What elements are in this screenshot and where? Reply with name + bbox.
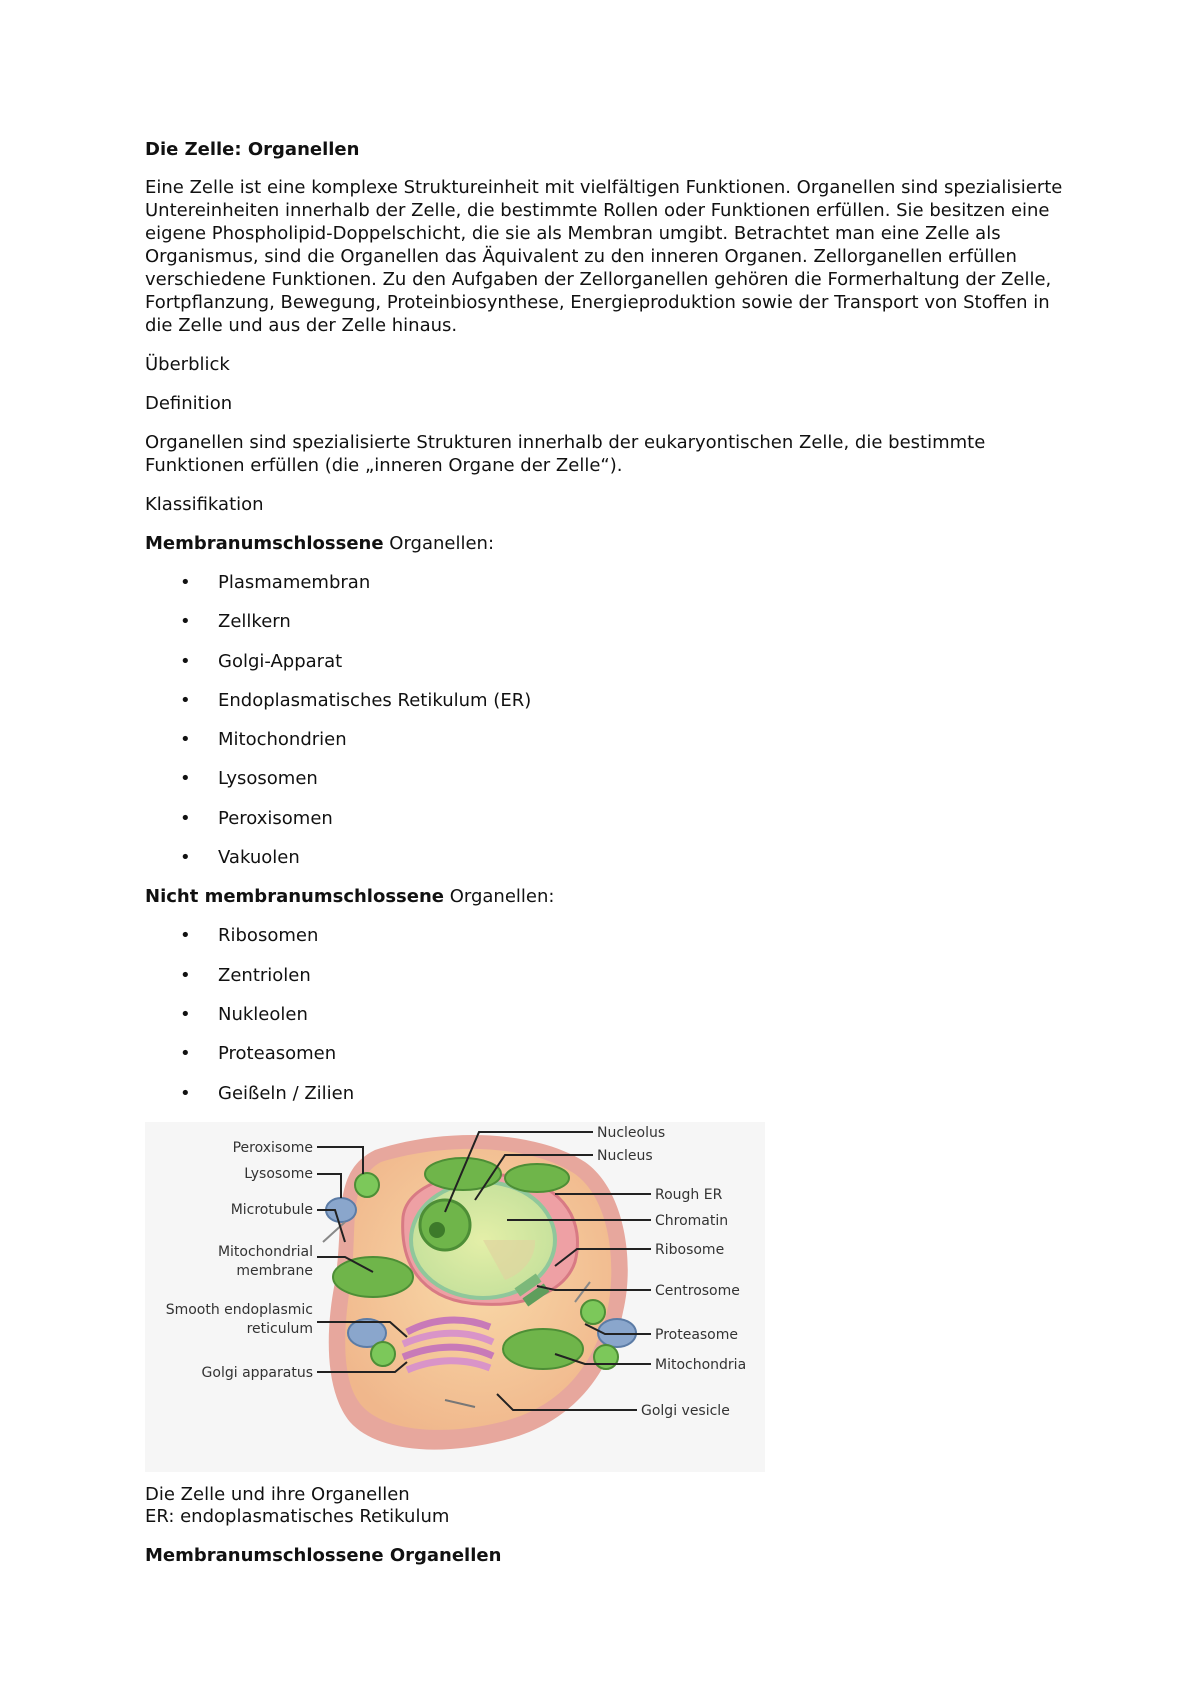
list-item-label: Geißeln / Zilien: [218, 1082, 355, 1104]
list-item: [145, 924, 1075, 963]
list-item-label: Proteasomen: [218, 1043, 337, 1065]
mitochondrion-top-right: [505, 1164, 569, 1192]
bullet: •: [180, 1043, 191, 1065]
bullet: •: [180, 768, 191, 790]
document-title: Die Zelle: Organellen: [145, 139, 360, 160]
list-item-label: Vakuolen: [218, 847, 300, 869]
definition-text: Organellen sind spezialisierte Strukturen innerhalb der eukaryontischen Zelle, die bestimmte Funktionen erfüllen (die „inneren Organe der Zelle“).: [145, 432, 986, 476]
nonmembrane-organelle-list: [145, 924, 1075, 1120]
label-golgi-apparatus: Golgi apparatus: [201, 1364, 313, 1381]
bullet: •: [180, 572, 191, 593]
list-item: [145, 1042, 1075, 1081]
list-item-label: Mitochondrien: [218, 729, 347, 751]
label-smooth-er-1: Smooth endoplasmic: [165, 1301, 313, 1318]
list-item-label: Plasmamembran: [218, 572, 371, 593]
definition-heading: Definition: [145, 393, 233, 414]
list-item-label: Endoplasmatisches Retikulum (ER): [218, 689, 532, 711]
cell-diagram-svg: [145, 1122, 765, 1472]
classification-heading: Klassifikation: [145, 494, 264, 515]
label-proteasome: Proteasome: [655, 1326, 739, 1343]
bullet: •: [180, 650, 191, 672]
caption-line-1: Die Zelle und ihre Organellen: [145, 1483, 410, 1505]
label-mitochondria: Mitochondria: [655, 1356, 747, 1373]
bullet: •: [180, 729, 191, 751]
caption-line-2: ER: endoplasmatisches Retikulum: [145, 1505, 450, 1527]
bullet: •: [180, 847, 191, 869]
vesicle-bottom-right: [594, 1345, 618, 1369]
membrane-rest: Organellen:: [383, 533, 495, 554]
membrane-organelle-list: [145, 571, 1075, 885]
figure-caption: [145, 1484, 1075, 1528]
mitochondrion-top-left: [425, 1158, 501, 1190]
vesicle-right: [581, 1300, 605, 1324]
list-item-label: Ribosomen: [218, 925, 319, 947]
nonmembrane-organelles-heading: [145, 885, 1075, 924]
bullet: •: [180, 1082, 191, 1104]
label-mitochondrial-membrane-1: Mitochondrial: [217, 1243, 313, 1260]
label-peroxisome: Peroxisome: [232, 1139, 313, 1156]
intro-paragraph: Eine Zelle ist eine komplexe Struktureinheit mit vielfältigen Funktionen. Organellen sind spezialisierte Untereinheiten innerhalb der Zelle, die bestimmte Rollen oder Funktionen erfüllen. Sie besitzen eine eigene Phospholipid-Doppelschicht, die sie als Membran umgibt. Betrachtet man eine Zelle als Organismus, sind die Organellen das Äquivalent zu den inneren Organen. Zellorganellen erfüllen verschiedene Funktionen. Zu den Aufgaben der Zellorganellen gehören die Formerhaltung der Zelle, Fortpflanzung, Bewegung, Proteinbiosynthese, Energieproduktion sowie der Transport von Stoffen in die Zelle und aus der Zelle hinaus.: [145, 177, 1063, 336]
label-smooth-er-2: reticulum: [246, 1320, 313, 1337]
nucleolus-shape: [420, 1200, 470, 1250]
list-item-label: Zellkern: [218, 611, 291, 633]
bullet: •: [180, 1003, 191, 1025]
label-chromatin: Chromatin: [655, 1212, 729, 1229]
label-microtubule: Microtubule: [230, 1201, 313, 1218]
membrane-bold: Membranumschlossene: [145, 533, 384, 554]
nucleolus-core: [429, 1222, 445, 1238]
list-item: [145, 650, 1075, 689]
mitochondrion-left: [333, 1257, 413, 1297]
overview-heading: Überblick: [145, 354, 230, 375]
label-nucleolus: Nucleolus: [597, 1124, 666, 1141]
label-rough-er: Rough ER: [655, 1186, 723, 1203]
list-item: [145, 767, 1075, 806]
list-item: [145, 846, 1075, 885]
label-centrosome: Centrosome: [655, 1282, 740, 1299]
bullet: •: [180, 925, 191, 947]
list-item-label: Zentriolen: [218, 964, 311, 986]
list-item-label: Nukleolen: [218, 1003, 308, 1025]
list-item-label: Golgi-Apparat: [218, 650, 343, 672]
label-nucleus: Nucleus: [597, 1147, 653, 1164]
mitochondrion-right: [503, 1329, 583, 1369]
membrane-organelles-heading: [145, 532, 1075, 571]
list-item: [145, 1003, 1075, 1042]
bullet: •: [180, 807, 191, 829]
bullet: •: [180, 611, 191, 633]
nonmembrane-rest: Organellen:: [444, 886, 555, 908]
document-page: [145, 138, 1075, 1567]
label-mitochondrial-membrane-2: membrane: [236, 1262, 313, 1279]
list-item-label: Lysosomen: [218, 768, 318, 790]
cell-diagram: [145, 1122, 765, 1472]
vesicle-left: [371, 1342, 395, 1366]
label-golgi-vesicle: Golgi vesicle: [641, 1402, 730, 1419]
list-item: [145, 689, 1075, 728]
list-item: [145, 964, 1075, 1003]
list-item: [145, 728, 1075, 767]
list-item: [145, 610, 1075, 649]
bullet: •: [180, 689, 191, 711]
bullet: •: [180, 964, 191, 986]
list-item: [145, 1082, 1075, 1121]
list-item: [145, 571, 1075, 610]
list-item-label: Peroxisomen: [218, 807, 333, 829]
label-lysosome: Lysosome: [244, 1165, 313, 1182]
section-heading: Membranumschlossene Organellen: [145, 1544, 502, 1566]
list-item: [145, 807, 1075, 846]
nonmembrane-bold: Nicht membranumschlossene: [145, 886, 444, 908]
peroxisome-shape: [355, 1173, 379, 1197]
label-ribosome: Ribosome: [655, 1241, 725, 1258]
